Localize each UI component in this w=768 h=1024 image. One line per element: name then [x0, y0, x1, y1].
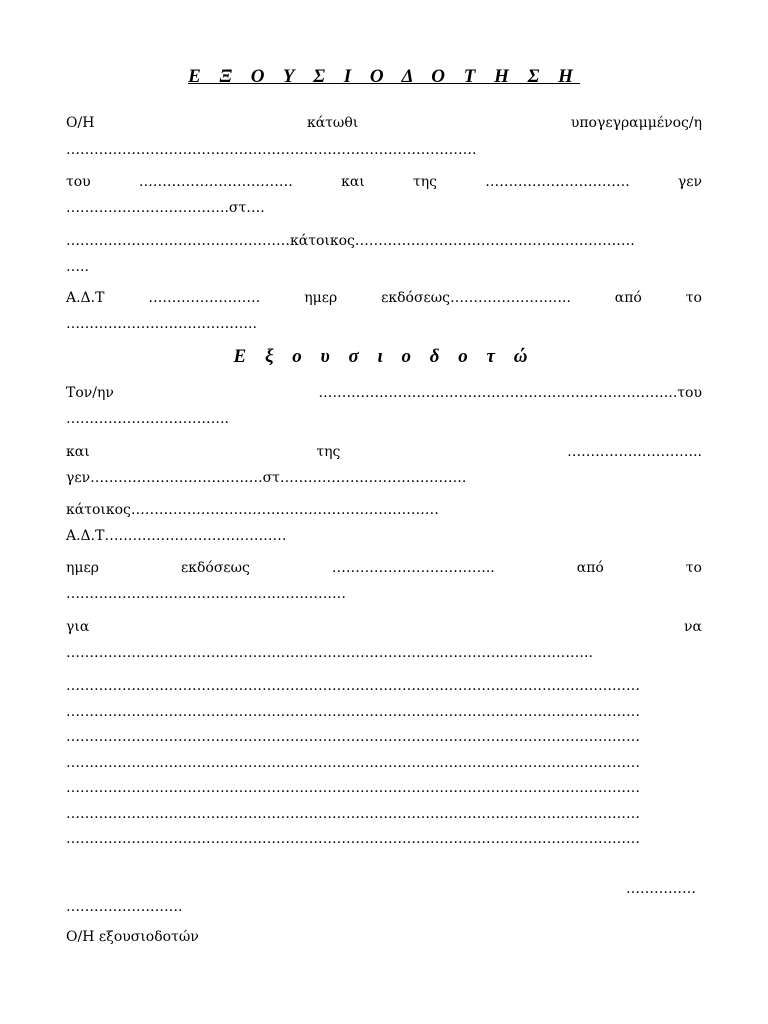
fill-in-dots: κάτοικος………………………………………………………… [66, 502, 439, 518]
p1-line-7 [66, 289, 702, 307]
fill-in-dots: ………………………………….. [66, 316, 257, 332]
fill-in-dots: …………………………………………κάτοικος…………………………………………………… [66, 233, 635, 249]
word: Ο/Η [66, 115, 95, 131]
dot-line [66, 779, 702, 797]
word: το [685, 560, 702, 576]
word: να [684, 619, 702, 635]
signature-label [66, 928, 702, 946]
word: το [685, 290, 702, 306]
fill-in-dots: ….. [66, 259, 89, 275]
word: και [66, 444, 90, 460]
p2-line-4 [66, 469, 702, 487]
p2-line-1 [66, 384, 702, 402]
word: ημερ [304, 290, 338, 306]
fill-in-dots: …………………………………………………………………………………………………………… [66, 729, 640, 745]
fill-in-dots: ……………………………..στ…. [66, 200, 265, 216]
word: Τον/ην [66, 385, 114, 401]
word: Α.Δ.Τ [66, 290, 105, 306]
fill-in-dots: …………………………………………………………………………………………………………… [66, 806, 640, 822]
dot-line [66, 728, 702, 746]
word: για [66, 619, 90, 635]
p2-line-3 [66, 443, 702, 461]
word: και [341, 174, 365, 190]
p1-line-8 [66, 315, 702, 333]
p3-line-1 [66, 618, 702, 636]
date-line-right [66, 880, 696, 898]
p2-line-2 [66, 410, 702, 428]
signatory-label: Ο/Η εξουσιοδοτών [66, 929, 199, 945]
word: …………………………. [485, 174, 630, 190]
p2-line-7 [66, 559, 702, 577]
p3-line-2 [66, 644, 702, 662]
fill-in-dots: ……………………………………………………………………………. [66, 142, 477, 158]
section-heading: Ε ξ ο υ σ ι ο δ ο τ ώ [233, 346, 535, 367]
word: της [316, 444, 341, 460]
word: …………………………….. [331, 560, 495, 576]
p2-line-8 [66, 585, 702, 603]
p1-line-2 [66, 141, 702, 159]
document-title: Ε Ξ Ο Υ Σ Ι Ο Δ Ο Τ Η Σ Η [188, 66, 580, 87]
word: ……………………….. [567, 444, 702, 460]
p1-line-6 [66, 258, 702, 276]
fill-in-dots: …………………………………………………………………………………………………………… [66, 780, 640, 796]
fill-in-dots: …………………………………………………………………………………………………………… [66, 831, 640, 847]
dot-line [66, 677, 702, 695]
word: κάτωθι [306, 115, 359, 131]
word: γεν [677, 174, 702, 190]
word: από [614, 290, 642, 306]
dot-line [66, 805, 702, 823]
word: …………………… [148, 290, 261, 306]
fill-in-dots: …………………………………………………………………………………………………………… [66, 678, 640, 694]
fill-in-dots: …………………………….. [66, 411, 229, 427]
fill-in-dots: …………………………………………………………………………………………………………… [66, 704, 640, 720]
fill-in-dots: Α.Δ.Τ………………………………… [66, 528, 287, 544]
word: υπογεγραμμένος/η [570, 115, 702, 131]
p2-line-6 [66, 527, 702, 545]
word: εκδόσεως [180, 560, 250, 576]
fill-in-dots: …………………………………………………………………………………………………………… [66, 755, 640, 771]
word: …………………………………………………………………..του [318, 385, 702, 401]
p1-line-4 [66, 199, 702, 217]
fill-in-dots: γεν……………………………….στ…………………………………. [66, 470, 467, 486]
word: του [66, 174, 91, 190]
dot-line [66, 754, 702, 772]
fill-in-dots: …………… [626, 881, 696, 897]
word: της [413, 174, 437, 190]
p1-line-5 [66, 232, 702, 250]
p2-line-5 [66, 501, 702, 519]
fill-in-dots: ……………………. [66, 899, 183, 915]
dot-line [66, 703, 702, 721]
date-line-left [66, 898, 702, 916]
p1-line-1 [66, 114, 702, 132]
word: …………………………… [138, 174, 293, 190]
dot-line [66, 830, 702, 848]
fill-in-dots: …………………………………………………… [66, 586, 346, 602]
word: εκδόσεως…………………….. [381, 290, 571, 306]
word: ημερ [66, 560, 99, 576]
p1-line-3 [66, 173, 702, 191]
word: από [576, 560, 604, 576]
fill-in-dots: ………………………………………………………………………………………………….. [66, 645, 593, 661]
